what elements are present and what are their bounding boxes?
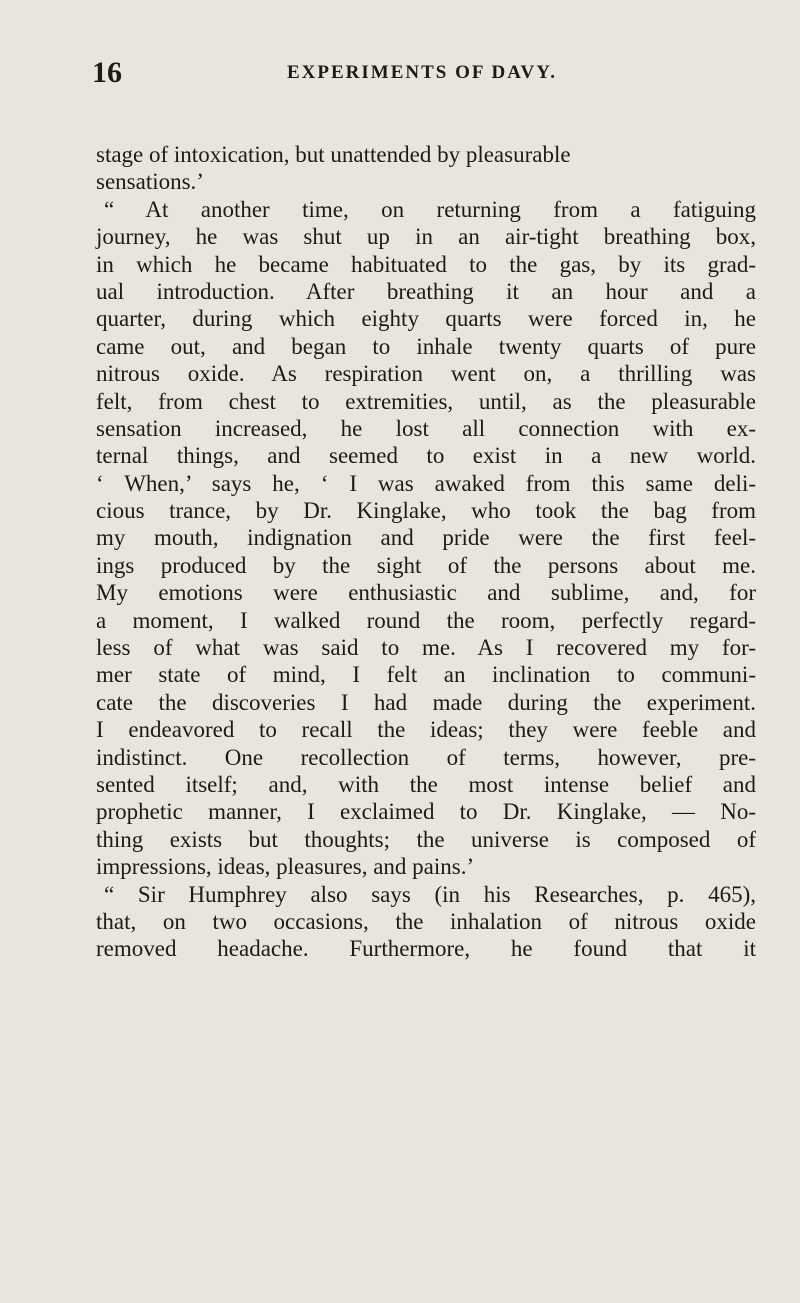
text-line: prophetic manner, I exclaimed to Dr. Kinglake, — No- <box>96 799 756 825</box>
text-line: mer state of mind, I felt an inclination to communi- <box>96 662 756 688</box>
text-line: nitrous oxide. As respiration went on, a thrilling was <box>96 361 756 387</box>
text-line: ternal things, and seemed to exist in a new world. <box>96 443 756 469</box>
text-line: quarter, during which eighty quarts were forced in, he <box>96 306 756 332</box>
text-line: journey, he was shut up in an air-tight breathing box, <box>96 224 756 250</box>
running-head: EXPERIMENTS OF DAVY. <box>287 62 557 83</box>
text-line: sensation increased, he lost all connection with ex- <box>96 415 756 441</box>
text-line: sensations.’ <box>96 169 204 195</box>
text-line: my mouth, indignation and pride were the first feel- <box>96 525 756 551</box>
text-line: thing exists but thoughts; the universe is composed of <box>96 826 756 852</box>
page-number: 16 <box>92 56 122 89</box>
text-line: ual introduction. After breathing it an hour and a <box>96 278 756 304</box>
text-line: impressions, ideas, pleasures, and pains.’ <box>96 854 475 880</box>
text-line: that, on two occasions, the inhalation of nitrous oxide <box>96 908 756 934</box>
text-line: sented itself; and, with the most intense belief and <box>96 771 756 797</box>
page-header <box>92 58 752 88</box>
text-line: indistinct. One recollection of terms, however, pre- <box>96 744 756 770</box>
text-line: removed headache. Furthermore, he found that it <box>96 936 756 962</box>
text-line: came out, and began to inhale twenty quarts of pure <box>96 333 756 359</box>
text-line: My emotions were enthusiastic and sublime, and, for <box>96 580 756 606</box>
body-text <box>96 141 756 963</box>
text-line: cious trance, by Dr. Kinglake, who took the bag from <box>96 498 756 524</box>
text-line: less of what was said to me. As I recovered my for- <box>96 635 756 661</box>
text-line: stage of intoxication, but unattended by pleasurable <box>96 142 571 167</box>
text-line: in which he became habituated to the gas, by its grad- <box>96 251 756 277</box>
text-line: cate the discoveries I had made during the experiment. <box>96 689 756 715</box>
text-line: felt, from chest to extremities, until, as the pleasurable <box>96 388 756 414</box>
text-line: “ Sir Humphrey also says (in his Researches, p. 465), <box>104 881 756 907</box>
text-line: ‘ When,’ says he, ‘ I was awaked from this same deli- <box>96 470 756 496</box>
text-line: ings produced by the sight of the persons about me. <box>96 552 756 578</box>
text-line: “ At another time, on returning from a fatiguing <box>104 196 756 222</box>
text-line: I endeavored to recall the ideas; they were feeble and <box>96 717 756 743</box>
text-line: a moment, I walked round the room, perfectly regard- <box>96 607 756 633</box>
